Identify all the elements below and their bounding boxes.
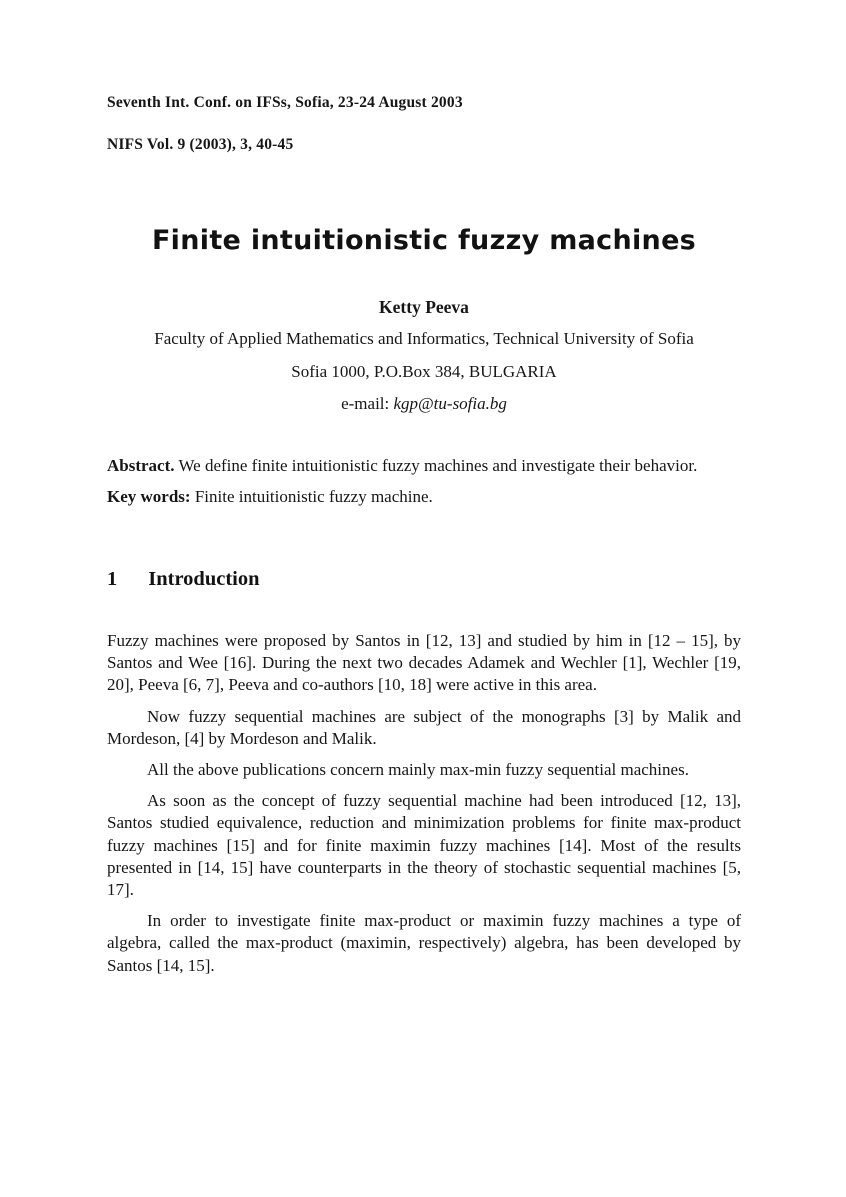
abstract-label: Abstract. [107, 456, 175, 476]
abstract-line [107, 455, 741, 477]
paragraph: As soon as the concept of fuzzy sequential machine had been introduced [12, 13], Santos studied equivalence, reduction and minimization problems for finite max-product fuzzy machines [15] and for finite maximin fuzzy machines [14]. Most of the results presented in [14, 15] have counterparts in the theory of stochastic sequential machines [5, 17]. [107, 791, 741, 899]
keywords-line [107, 486, 741, 508]
volume-line: NIFS Vol. 9 (2003), 3, 40-45 [107, 135, 294, 153]
keywords-label: Key words: [107, 487, 191, 507]
paragraph: Now fuzzy sequential machines are subject of the monographs [3] by Malik and Mordeson, [4] by Mordeson and Malik. [107, 706, 741, 748]
page-content [107, 0, 741, 986]
email-label: e-mail: [341, 393, 394, 413]
paper-title: Finite intuitionistic fuzzy machines [151, 225, 697, 256]
author-affiliation: Faculty of Applied Mathematics and Informatics, Technical University of Sofia [154, 329, 694, 349]
conference-line: Seventh Int. Conf. on IFSs, Sofia, 23-24 August 2003 [107, 94, 463, 111]
section-number: 1 [107, 568, 118, 591]
email-address: kgp@tu-sofia.bg [393, 393, 507, 413]
author-name: Ketty Peeva [379, 296, 469, 317]
author-block [107, 296, 741, 414]
paragraph: In order to investigate finite max-product or maximin fuzzy machines a type of algebra, called the max-product (maximin, respectively) algebra, has been developed by Santos [14, 15]. [107, 911, 741, 975]
author-address: Sofia 1000, P.O.Box 384, BULGARIA [291, 361, 557, 381]
email-line [107, 395, 741, 414]
abstract-text: We define finite intuitionistic fuzzy machines and investigate their behavior. [174, 456, 698, 476]
page-header [107, 0, 741, 152]
keywords-text: Finite intuitionistic fuzzy machine. [190, 487, 433, 507]
abstract-block [107, 455, 741, 508]
paragraph: Fuzzy machines were proposed by Santos in [12, 13] and studied by him in [12 – 15], by Santos and Wee [16]. During the next two decades Adamek and Wechler [1], Wechler [19, 20], Peeva [6, 7], Peeva and co-authors [10, 18] were active in this area. [107, 630, 741, 695]
paragraph: All the above publications concern mainly max-min fuzzy sequential machines. [147, 759, 689, 779]
section-title: Introduction [148, 568, 260, 591]
section-heading-introduction [107, 569, 741, 590]
introduction-body [107, 630, 741, 977]
